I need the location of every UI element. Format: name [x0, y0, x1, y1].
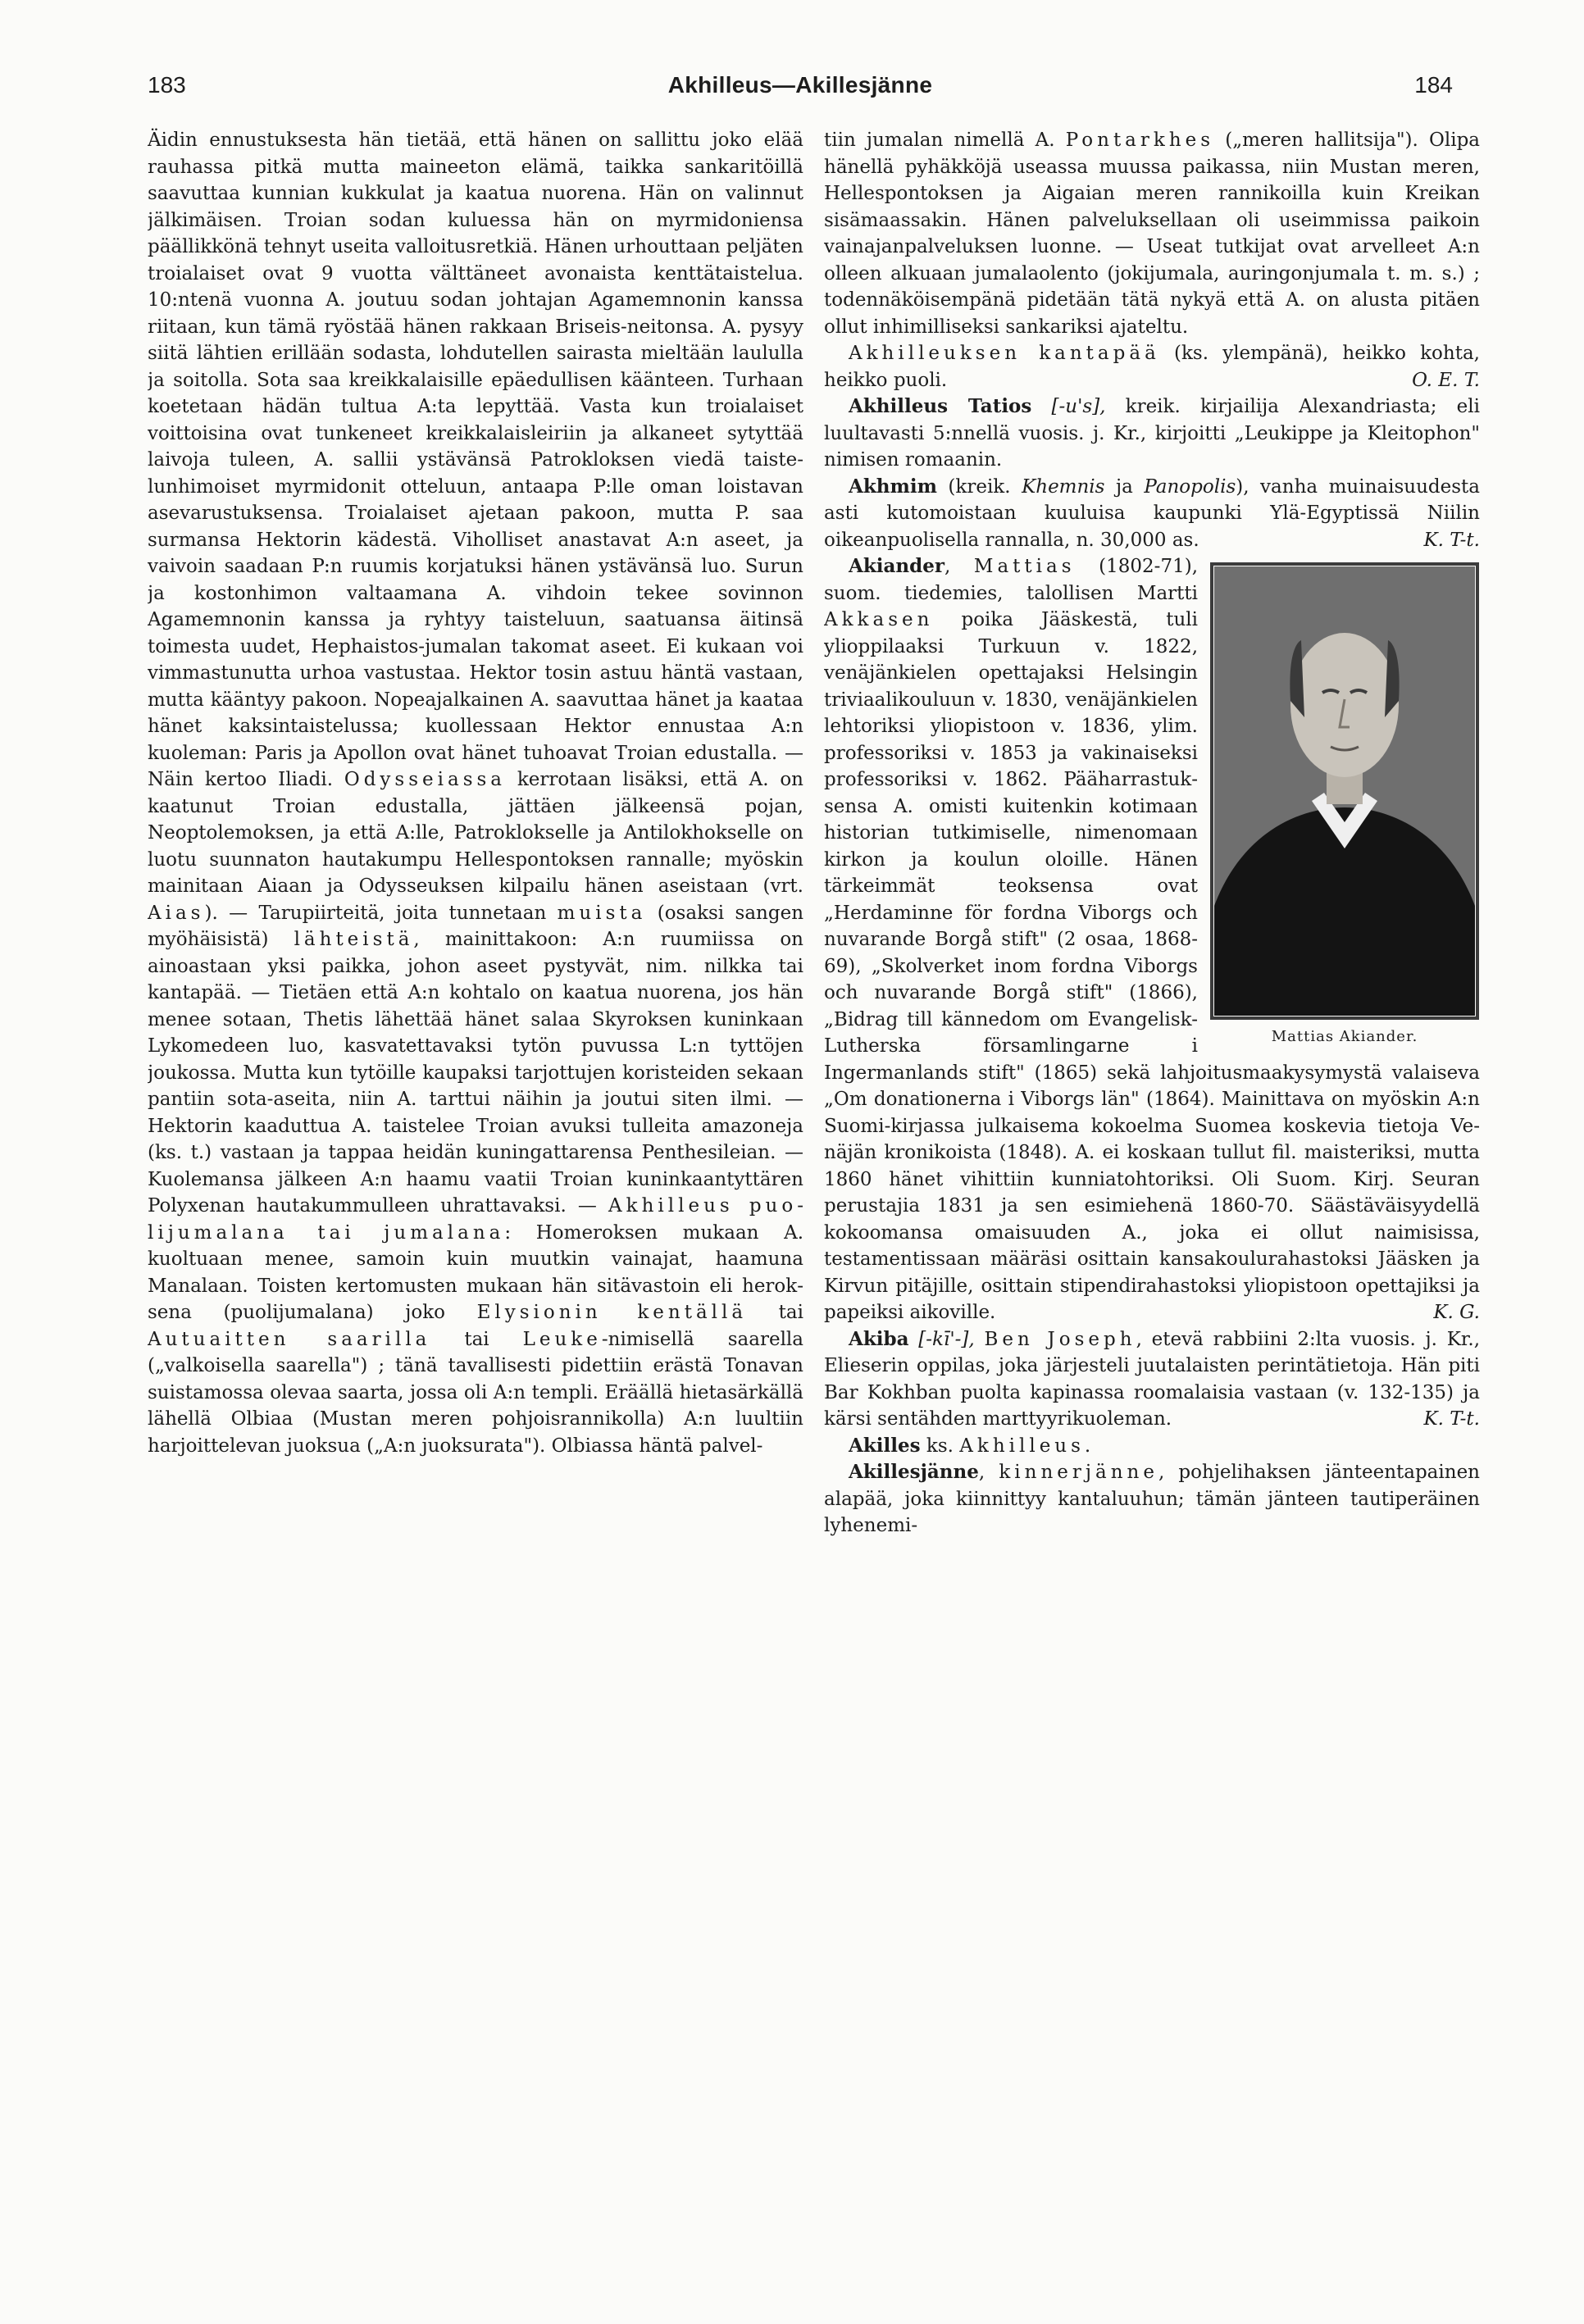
author-signature: O. E. T. — [1412, 369, 1480, 391]
author-signature: K. T-t. — [1423, 1408, 1480, 1430]
text-run: . — [1084, 1435, 1091, 1457]
text-run: , — [978, 1462, 999, 1483]
entry-headword: Akiander — [849, 555, 944, 577]
entry-headword: Akhmim — [849, 475, 937, 498]
text-run: Akhilleus puolijumalana tai jumalana — [148, 1195, 803, 1244]
right-page-number: 184 — [1414, 72, 1453, 98]
running-head: Akhilleus—Akillesjänne — [667, 72, 933, 98]
right-text-column — [824, 127, 1480, 2299]
entry-headword: Akilles — [849, 1434, 921, 1457]
paragraph — [148, 127, 803, 1459]
text-run: -nimisellä saarella („valkoisella saarella") ; tänä tavallisesti pidettiin erästä Tonavan suistamossa olevaa saarta, jossa oli A:n templi. Eräällä hietasärkällä lähellä Olbiaa (Mustan meren pohjoisrannikolla) A:n luultiin harjoittelevan juoksua („A:n juoksurata"). Olbiassa häntä palvel- — [148, 1328, 803, 1457]
text-run: ks. — [920, 1435, 960, 1457]
text-run: : Homeroksen mukaan A. kuoltuaan menee, samoin kuin muutkin vainajat, haamuna Manalaan. Toisten kertomusten mukaan hän sitävastoin eli heroksena (puolijumalana) joko — [148, 1221, 803, 1323]
text-run: Akhilleus — [959, 1435, 1085, 1457]
author-signature: K. T-t. — [1423, 529, 1480, 551]
left-text-column — [148, 127, 803, 2299]
text-run: ). — Tarupiirteitä, joita tunnetaan — [204, 902, 558, 924]
text-run: [-kī'-], — [918, 1328, 975, 1350]
paragraph — [824, 553, 1480, 1326]
text-run: Panopolis — [1144, 475, 1236, 498]
text-run: Leuke — [522, 1328, 602, 1350]
text-run: lähteistä — [294, 929, 414, 950]
text-run: Elysionin kentällä — [476, 1302, 748, 1323]
paragraph — [824, 1326, 1480, 1433]
text-run: poika Jääskestä, tuli ylioppilaaksi Turkuun v. 1822, venäjänkielen opettajaksi Helsingin triviaalikouluun v. 1830, venäjänkielen lehtoriksi yliopistoon v. 1836, ylim. professoriksi v. 1853 ja vakinaiseksi professoriksi v. 1862. Pääharrastuksensa A. omisti kuitenkin kotimaan historian tutkimiselle, nimenomaan kirkon ja koulun oloille. Hänen tärkeimmät teoksensa ovat „Herdaminne för fordna Viborgs och nuvarande Borgå stift" (2 osaa, 1868-69), „Skolverket inom fordna Viborgs och nuvarande Borgå stift" (1866), „Bidrag till kännedom om Evangelisk-Lutherska församlingarne i Ingermanlands stift" (1865) sekä lahjoitusmaakysymystä valaiseva „Om donationerna i Viborgs län" (1864). Mainittava on myöskin A:n Suomi-kirjassa julkaisema kokoelma Suomea koskevia tietoja Venäjän kronikoista (1848). A. ei koskaan tullut fil. maisteriksi, mutta 1860 hänet vihittiin kunniatohtoriksi. Oli Suom. Kirj. Seuran perustajia 1831 ja sen esimiehenä 1860-70. Säästäväisyydellä kokoomansa omaisuuden A., joka ei ollut naimisissa, testamentissaan määräsi osittain kansakoulurahastoksi Jääsken ja Kirvun pitäjille, osittain stipendirahastoksi yliopistoon opettajiksi ja papeiksi aikoville. — [824, 609, 1480, 1323]
text-run: Aias — [148, 902, 205, 924]
paragraph — [824, 1459, 1480, 1539]
text-run: Ben Joseph — [984, 1328, 1136, 1350]
text-run — [1031, 396, 1051, 417]
text-run: („meren hallitsija"). Olipa hänellä pyhäkköjä useassa muussa paikassa, niin Mustan meren, Hellespontoksen ja Aigaian meren rannikoilla kuin Kreikan sisämaassakin. Hänen palveluksellaan oli useimmissa paikoin vainajanpalveluksen luonne. — Useat tutkijat ovat arvelleet A:n olleen alkuaan jumalaolento (jokijumala, auringonjumala t. m. s.) ; todennäköisempänä pidetään tätä nykyä että A. on alusta pitäen ollut inhimilliseksi sankariksi ajateltu. — [824, 130, 1480, 338]
text-run: (1802-71), suom. tiedemies, talollisen Martti — [824, 556, 1198, 604]
left-page-number: 183 — [148, 72, 186, 98]
text-run: , pohjelihaksen jänteentapainen alapää, joka kiinnittyy kantaluuhun; tämän jänteen tautiperäinen lyhenemi- — [824, 1462, 1480, 1536]
text-run: , etevä rabbiini 2:lta vuosis. j. Kr., Elieserin oppilas, joka järjesteli juutalaisten perintätietoja. Hän piti Bar Kokhban puolta kapinassa roomalaisia vastaan (v. 132-135) ja kärsi sentähden marttyyrikuoleman. — [824, 1328, 1480, 1430]
text-run: Odysseiassa — [344, 769, 507, 790]
entry-headword: Akiba — [849, 1327, 909, 1350]
text-run: Autuaitten saarilla — [148, 1328, 431, 1350]
text-run: Khemnis — [1022, 475, 1105, 498]
paragraph — [824, 474, 1480, 554]
text-run: Pontarkhes — [1065, 130, 1215, 151]
text-run: Äidin ennustuksesta hän tietää, että hänen on sallittu joko elää rauhassa pitkä mutta maineeton elämä, taikka sankaritöillä saavuttaa kunnian kukkulat ja kaatua nuorena. Hän on valinnut jälkimäisen. Troian sodan kuluessa hän on myrmidoniensa päällikkönä tehnyt useita valloitusretkiä. Hänen urhouttaan peljäten troialaiset ovat 9 vuotta välttäneet avonaista kenttätaistelua. 10:ntenä vuonna A. joutuu sodan johtajan Agamemnonin kanssa riitaan, kun tämä ryöstää hänen rakkaan Briseis-neitonsa. A. pysyy siitä lähtien erillään sodasta, lohdutellen sairasta mieltään laululla ja soitolla. Sota saa kreikkalaisille epäedullisen käänteen. Turhaan koetetaan hädän tultua A:ta lepyttää. Vasta kun troialaiset voittoisina ovat tunkeneet kreikkalaisleiriin ja alkaneet sytyttää laivoja tuleen, A. sallii ystävänsä Patrokloksen viedä taistelunhimoiset myrmidonit otteluun, antaapa P:lle oman loistavan asevarustuksensa. Troialaiset ajetaan pakoon, mutta P. saa surmansa Hektorin kädestä. Viholliset anastavat A:n aseet, ja vaivoin saadaan P:n ruumis korjatuksi hänen ystävänsä luo. Surun ja kostonhimon valtaamana A. vihdoin tekee sovinnon Agamemnonin kanssa ja ryhtyy taisteluun, saatuansa äitinsä toimesta uudet, Hephaistos-jumalan takomat aseet. Ei kukaan voi vimmastunutta urhoa vastustaa. Hektor tosin astuu häntä vastaan, mutta kääntyy pakoon. Nopeajalkainen A. saavuttaa hänet ja kaataa hänet kaksintaistelussa; kuollessaan Hektor ennustaa A:n kuoleman: Paris ja Apollon ovat hänet tuhoavat Troian edustalla. — Näin kertoo Iliadi. — [148, 130, 803, 790]
paragraph — [824, 393, 1480, 474]
text-run: ja — [1104, 475, 1145, 498]
text-run: tai — [747, 1302, 803, 1323]
text-run: (kreik. — [936, 475, 1022, 498]
text-run: Mattias — [973, 556, 1076, 577]
text-run — [909, 1329, 919, 1350]
text-run: ), vanha muinaisuudesta asti kutomoistaan kuuluisa kaupunki Ylä-Egyptissä Niilin oikeanpuolisella rannalla, n. 30,000 as. — [824, 475, 1480, 551]
portrait-figure — [1209, 562, 1480, 1047]
text-run — [975, 1329, 985, 1350]
text-run: tiin jumalan nimellä A. — [824, 130, 1066, 151]
text-run: tai — [430, 1328, 523, 1350]
text-run: muista — [557, 902, 647, 924]
text-run: , — [944, 556, 974, 577]
portrait-caption: Mattias Akiander. — [1271, 1028, 1418, 1045]
text-run: (osaksi sangen myöhäisistä) — [148, 902, 803, 950]
text-run: kreik. kirjailija Alexandriasta; eli luultavasti 5:nnellä vuosis. j. Kr., kirjoitti „Leukippe ja Kleitophon" nimisen romaanin. — [824, 396, 1480, 471]
text-run: [-u's], — [1051, 396, 1106, 417]
portrait-photo — [1209, 562, 1480, 1021]
text-run: (ks. ylempänä), heikko kohta, heikko puoli. — [824, 343, 1480, 391]
text-run: Akhilleuksen kantapää — [849, 343, 1160, 364]
paragraph — [824, 127, 1480, 340]
entry-headword: Akillesjänne — [849, 1461, 979, 1483]
text-run: kinnerjänne — [999, 1462, 1158, 1483]
text-run: Akkasen — [824, 609, 934, 630]
text-run: , mainittakoon: A:n ruumiissa on ainoastaan yksi paikka, johon aseet pystyvät, nim. nilkka tai kantapää. — Tietäen että A:n kohtalo on kaatua nuorena, jos hän menee sotaan, Thetis lähettää hänet salaa Skyroksen kuninkaan Lykomedeen luo, kasvatettavaksi tytön puvussa L:n tyttöjen joukossa. Mutta kun tytöille kaupaksi tarjottujen koristeiden sekaan pantiin sota-aseita, niin A. tarttui näihin ja joutui siten ilmi. — Hektorin kaaduttua A. taistelee Troian avuksi tulleita amazoneja (ks. t.) vastaan ja tappaa heidän kuningattarensa Penthesileian. — Kuolemansa jälkeen A:n haamu vaatii Troian kuninkaantyttären Polyxenan hautakummulleen uhrattavaksi. — — [148, 929, 803, 1217]
paragraph — [824, 340, 1480, 393]
entry-headword: Akhilleus Tatios — [849, 395, 1032, 417]
paragraph — [824, 1433, 1480, 1460]
author-signature: K. G. — [1433, 1302, 1480, 1323]
page-header — [148, 72, 1453, 105]
text-run: kerrotaan lisäksi, että A. on kaatunut Troian edustalla, jättäen jälkeensä pojan, Neoptolemoksen, ja että A:lle, Patroklokselle ja Antilokhokselle on luotu suunnaton hautakumpu Hellespontoksen rannalle; myöskin mainitaan Aiaan ja Odysseuksen kilpailu hänen aseistaan (vrt. — [148, 769, 803, 897]
